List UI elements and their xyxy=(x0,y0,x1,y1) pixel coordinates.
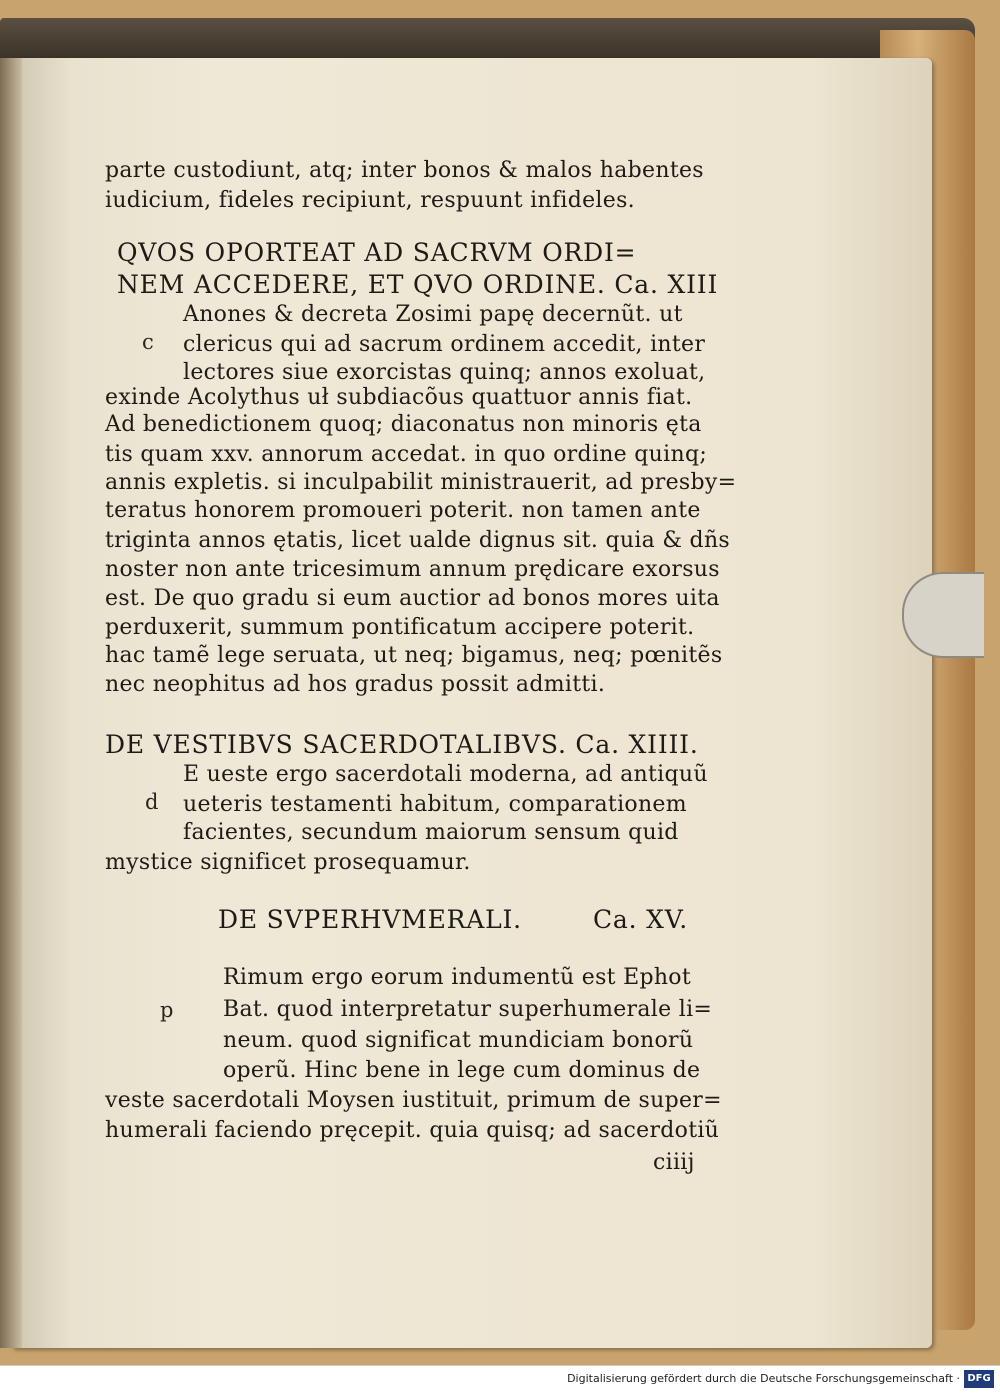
text-line: teratus honorem promoueri poterit. non tamen ante xyxy=(105,498,701,523)
text-line: exinde Acolythus uł subdiacõus quattuor annis fiat. xyxy=(105,385,693,410)
text-line: Bat. quod interpretatur superhumerale li= xyxy=(223,997,713,1022)
text-line: humerali faciendo pręcepit. quia quisq; ad sacerdotiũ xyxy=(105,1118,720,1143)
text-line: perduxerit, summum pontificatum accipere poterit. xyxy=(105,615,695,640)
dfg-logo: DFG xyxy=(964,1370,994,1388)
initial-guide-letter: c xyxy=(142,330,154,354)
text-line: veste sacerdotali Moysen iustituit, primum de super= xyxy=(105,1088,722,1113)
text-line: triginta annos ętatis, licet ualde dignus sit. quia & dñs xyxy=(105,528,730,553)
text-line: hac tamẽ lege seruata, ut neq; bigamus, neq; pœnitẽs xyxy=(105,643,723,668)
text-line: Ad benedictionem quoq; diaconatus non minoris ęta xyxy=(105,412,702,437)
chapter-heading: DE SVPERHVMERALI. xyxy=(218,905,522,934)
initial-guide-letter: p xyxy=(160,998,174,1022)
text-line: E ueste ergo sacerdotali moderna, ad antiquũ xyxy=(183,762,708,787)
chapter-heading: QVOS OPORTEAT AD SACRVM ORDI= xyxy=(117,238,637,267)
text-line: parte custodiunt, atq; inter bonos & malos habentes xyxy=(105,158,704,183)
footer-bar xyxy=(0,1365,1000,1393)
text-line: iudicium, fideles recipiunt, respuunt infideles. xyxy=(105,188,635,213)
page-gutter xyxy=(0,58,22,1348)
text-line: Anones & decreta Zosimi papę decernũt. ut xyxy=(183,302,683,327)
text-line: noster non ante tricesimum annum prędicare exorsus xyxy=(105,557,720,582)
text-line: facientes, secundum maiorum sensum quid xyxy=(183,820,679,845)
funding-credit: Digitalisierung gefördert durch die Deutsche Forschungsgemeinschaft · xyxy=(567,1372,960,1385)
text-line: Rimum ergo eorum indumentũ est Ephot xyxy=(223,965,691,990)
text-line: annis expletis. si inculpabilit ministrauerit, ad presby= xyxy=(105,470,737,495)
text-line: est. De quo gradu si eum auctior ad bonos mores uita xyxy=(105,586,720,611)
text-line: clericus qui ad sacrum ordinem accedit, inter xyxy=(183,332,706,357)
chapter-heading: NEM ACCEDERE, ET QVO ORDINE. Ca. XIII xyxy=(117,270,719,299)
page-tab-marker xyxy=(902,572,984,658)
text-line: lectores siue exorcistas quinq; annos exoluat, xyxy=(183,360,706,385)
text-line: nec neophitus ad hos gradus possit admitti. xyxy=(105,672,606,697)
text-line: operũ. Hinc bene in lege cum dominus de xyxy=(223,1058,701,1083)
signature-mark: ciiij xyxy=(653,1150,695,1175)
text-line: tis quam xxv. annorum accedat. in quo ordine quinq; xyxy=(105,442,708,467)
text-line: neum. quod significat mundiciam bonorũ xyxy=(223,1028,694,1053)
chapter-heading: DE VESTIBVS SACERDOTALIBVS. Ca. XIIII. xyxy=(105,730,699,759)
text-line: mystice significet prosequamur. xyxy=(105,850,471,875)
text-line: ueteris testamenti habitum, comparationem xyxy=(183,792,687,817)
chapter-number: Ca. XV. xyxy=(593,905,688,934)
initial-guide-letter: d xyxy=(145,790,159,814)
